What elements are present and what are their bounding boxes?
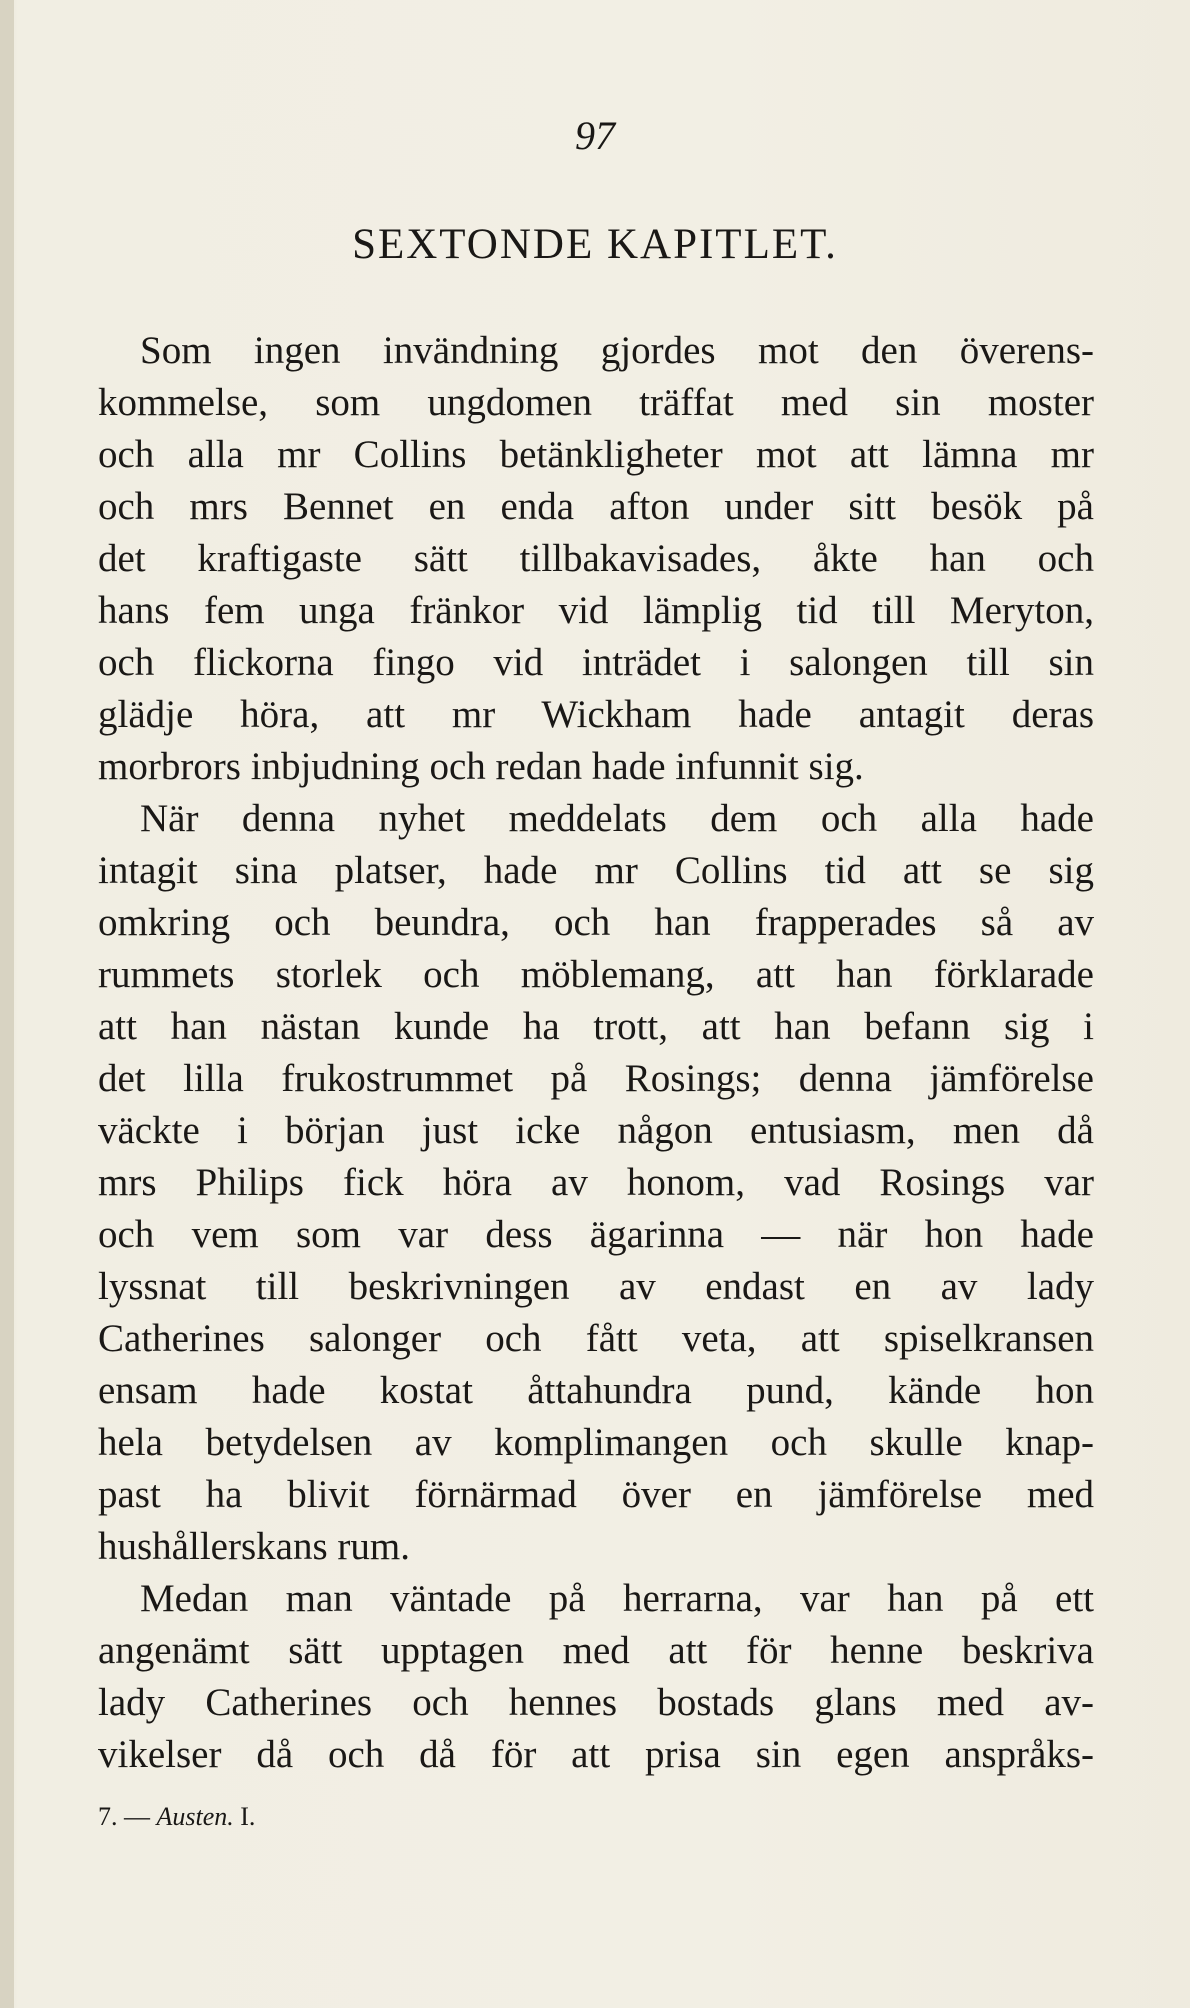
text-line: past ha blivit förnärmad över en jämförelse med <box>98 1473 1094 1516</box>
footer-dash: — <box>124 1802 150 1831</box>
text-line: morbrors inbjudning och redan hade infunnit sig. <box>98 745 864 788</box>
text-line: väckte i början just icke någon entusiasm, men då <box>98 1109 1094 1152</box>
text-line: Catherines salonger och fått veta, att spiselkransen <box>98 1317 1094 1360</box>
text-line: och alla mr Collins betänkligheter mot att lämna mr <box>98 433 1094 476</box>
paragraph-3 <box>98 1573 1094 1781</box>
page-number: 97 <box>575 113 615 158</box>
text-line: och flickorna fingo vid inträdet i salongen till sin <box>98 641 1094 684</box>
text-line: lyssnat till beskrivningen av endast en av lady <box>98 1265 1094 1308</box>
text-line: kommelse, som ungdomen träffat med sin moster <box>98 381 1094 424</box>
text-line: och mrs Bennet en enda afton under sitt besök på <box>98 485 1094 528</box>
text-line: det lilla frukostrummet på Rosings; denna jämförelse <box>98 1057 1094 1100</box>
text-line: hushållerskans rum. <box>98 1525 410 1568</box>
text-line: intagit sina platser, hade mr Collins tid att se sig <box>98 849 1094 892</box>
text-line: lady Catherines och hennes bostads glans med av- <box>98 1681 1094 1724</box>
text-line: Som ingen invändning gjordes mot den överens- <box>140 329 1094 372</box>
paragraph-1 <box>98 325 1094 793</box>
text-line: omkring och beundra, och han frapperades så av <box>98 901 1094 944</box>
text-line: rummets storlek och möblemang, att han förklarade <box>98 953 1094 996</box>
paragraph-2 <box>98 793 1094 1573</box>
text-line: mrs Philips fick höra av honom, vad Rosings var <box>98 1161 1094 1204</box>
text-line: att han nästan kunde ha trott, att han befann sig i <box>98 1005 1094 1048</box>
text-line: Medan man väntade på herrarna, var han på ett <box>140 1577 1094 1620</box>
signature-mark: 7. <box>98 1802 118 1831</box>
text-line: ensam hade kostat åttahundra pund, kände hon <box>98 1369 1094 1412</box>
footer-volume: I. <box>240 1802 256 1831</box>
text-line: När denna nyhet meddelats dem och alla hade <box>140 797 1094 840</box>
text-line: hans fem unga fränkor vid lämplig tid till Meryton, <box>98 589 1094 632</box>
text-line: angenämt sätt upptagen med att för henne beskriva <box>98 1629 1094 1672</box>
page-left-edge <box>0 0 14 2008</box>
text-line: det kraftigaste sätt tillbakavisades, åkte han och <box>98 537 1094 580</box>
text-line: vikelser då och då för att prisa sin egen anspråks- <box>98 1733 1094 1776</box>
body-text <box>98 325 1094 1781</box>
text-line: glädje höra, att mr Wickham hade antagit deras <box>98 693 1094 736</box>
signature-footer <box>98 1802 255 1832</box>
text-line: hela betydelsen av komplimangen och skulle knap- <box>98 1421 1094 1464</box>
chapter-title: SEXTONDE KAPITLET. <box>352 221 838 268</box>
text-line: och vem som var dess ägarinna — när hon hade <box>98 1213 1094 1256</box>
footer-author: Austen. <box>156 1802 234 1831</box>
